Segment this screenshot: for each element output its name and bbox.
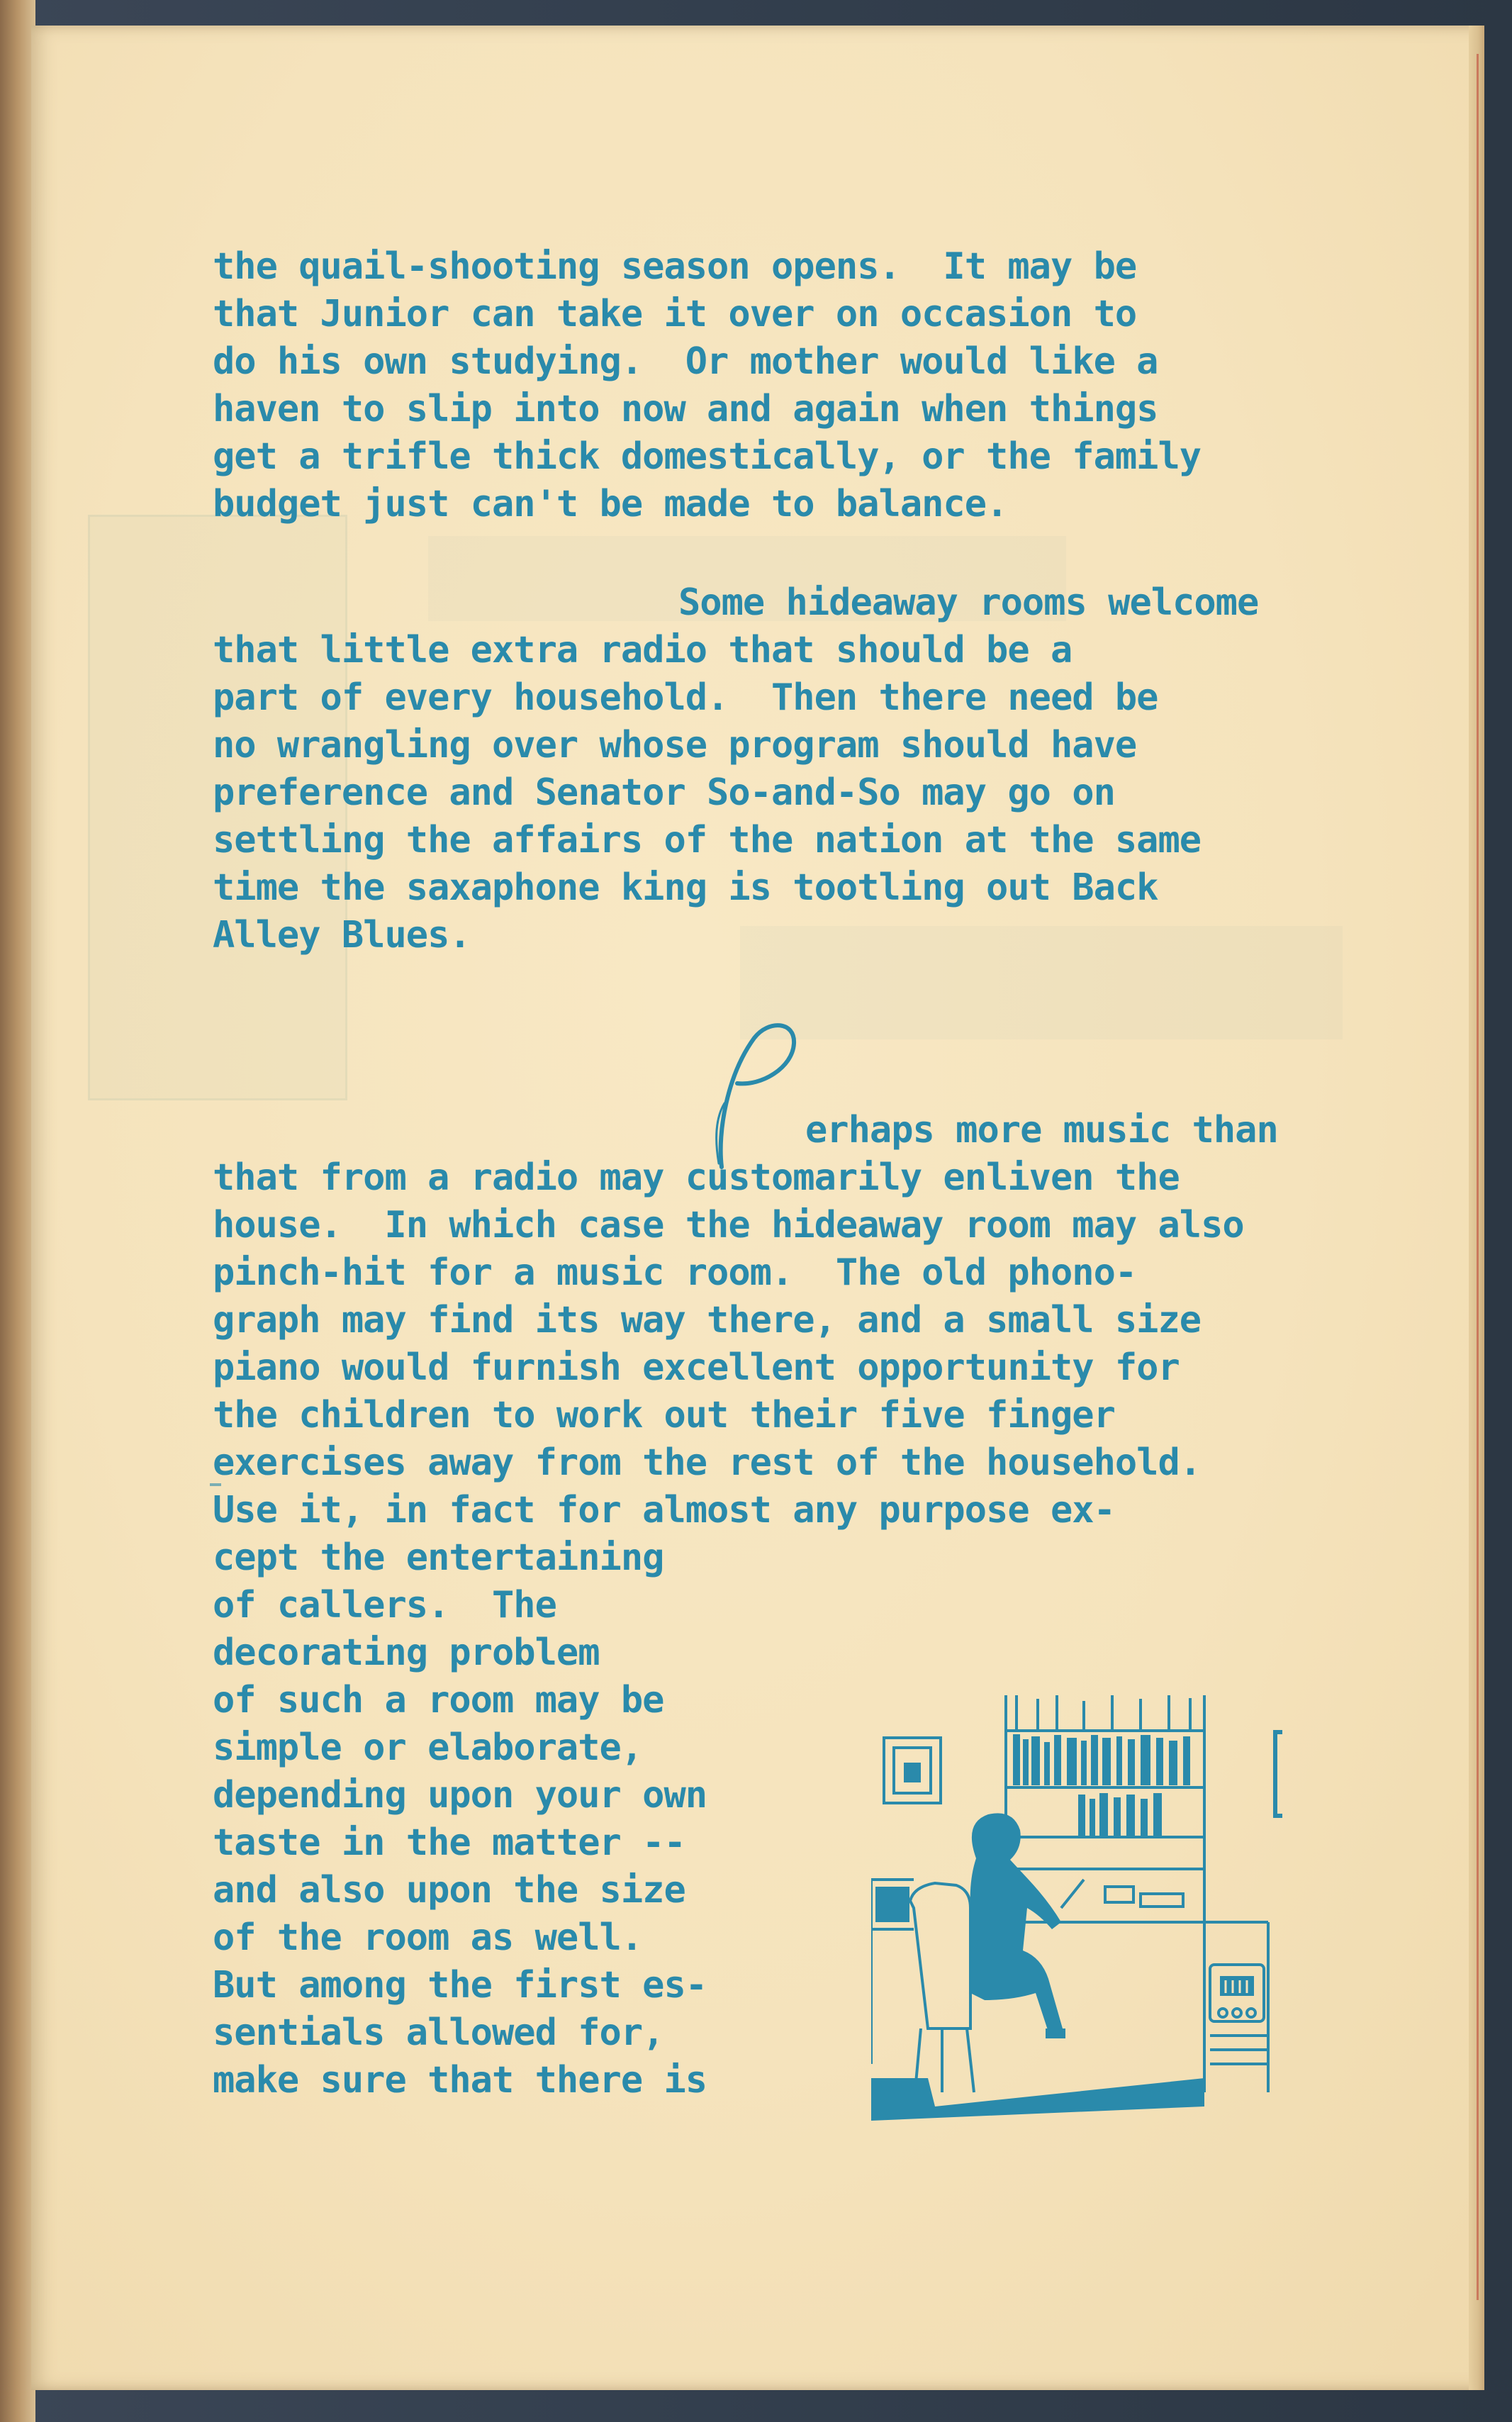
text-line: of the room as well. xyxy=(213,1916,643,1959)
text-line: piano would furnish excellent opportunity for xyxy=(213,1346,1180,1389)
text-line: Use it, in fact for almost any purpose ex- xyxy=(213,1489,1115,1531)
text-line: get a trifle thick domestically, or the family xyxy=(213,435,1202,478)
text-line: time the saxaphone king is tootling out Back xyxy=(213,866,1158,909)
drop-cap xyxy=(712,1018,804,1174)
text-line: make sure that there is xyxy=(213,2059,707,2102)
text-line: settling the affairs of the nation at the same xyxy=(213,819,1202,861)
show-through-mark xyxy=(740,926,1343,1039)
text-line: that from a radio may customarily enliven the xyxy=(213,1156,1180,1199)
text-line: part of every household. Then there need be xyxy=(213,676,1158,719)
text-line: decorating problem xyxy=(213,1631,600,1674)
chair xyxy=(910,1883,970,2028)
paragraph-2 xyxy=(213,581,1259,1007)
woman-figure xyxy=(970,1813,1063,2032)
drop-cap-glyph xyxy=(712,1018,804,1174)
text-line: no wrangling over whose program should have xyxy=(213,724,1137,766)
text-line: depending upon your own xyxy=(213,1774,707,1816)
text-line: erhaps more music than xyxy=(805,1109,1278,1151)
text-line: house. In which case the hideaway room may also xyxy=(213,1204,1244,1246)
woman-at-desk-illustration xyxy=(871,1695,1311,2121)
wall-bracket xyxy=(1275,1732,1282,1816)
paragraph-1 xyxy=(213,245,1202,586)
page-edge-stripe xyxy=(1477,54,1479,2300)
text-line: simple or elaborate, xyxy=(213,1726,643,1769)
text-line: that little extra radio that should be a xyxy=(213,629,1073,671)
book-page xyxy=(31,26,1484,2390)
text-line: pinch-hit for a music room. The old phono- xyxy=(213,1251,1137,1294)
text-line: But among the first es- xyxy=(213,1964,707,2007)
text-line: exercises away from the rest of the household. xyxy=(213,1441,1202,1484)
text-line: of such a room may be xyxy=(213,1679,664,1721)
text-line: and also upon the size xyxy=(213,1869,685,1912)
illustration-drawing xyxy=(871,1695,1311,2121)
paragraph-3 xyxy=(213,1109,1278,2102)
text-line: preference and Senator So-and-So may go on xyxy=(213,771,1115,814)
text-line: haven to slip into now and again when things xyxy=(213,388,1158,430)
text-line: cept the entertaining xyxy=(213,1536,664,1579)
text-line: that Junior can take it over on occasion to xyxy=(213,293,1137,335)
text-line: sentials allowed for, xyxy=(213,2011,664,2054)
text-line: do his own studying. Or mother would like a xyxy=(213,340,1158,383)
book-binding xyxy=(0,0,35,2422)
text-line: Some hideaway rooms welcome xyxy=(678,581,1259,624)
text-line: budget just can't be made to balance. xyxy=(213,483,1008,525)
text-line: Alley Blues. xyxy=(213,914,471,956)
text-line: graph may find its way there, and a small size xyxy=(213,1299,1202,1341)
text-line: the children to work out their five finger xyxy=(213,1394,1115,1436)
text-line: the quail-shooting season opens. It may be xyxy=(213,245,1137,288)
text-line: taste in the matter -- xyxy=(213,1821,685,1864)
text-line: of callers. The xyxy=(213,1584,556,1626)
